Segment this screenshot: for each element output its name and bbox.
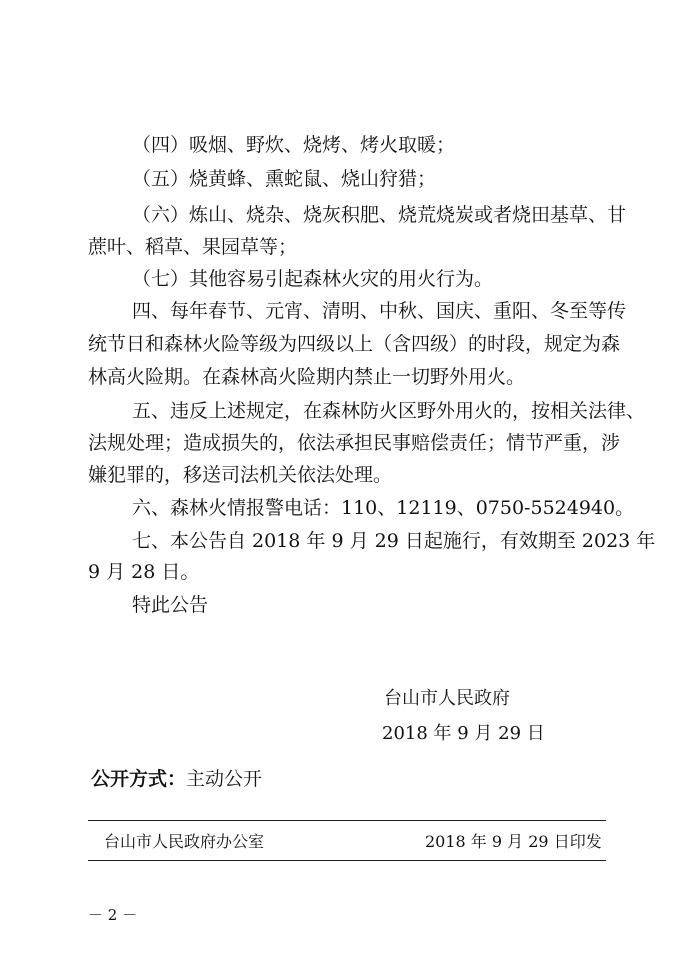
paragraph-four-line-3: 林高火险期。在森林高火险期内禁止一切野外用火。 [88,366,526,388]
paragraph-five-line-3: 嫌犯罪的，移送司法机关依法处理。 [88,464,393,486]
page-number: － 2 － [88,906,138,924]
closing-remark: 特此公告 [132,594,209,616]
disclosure-line [91,768,262,790]
paragraph-six-hotline: 六、森林火情报警电话：110、12119、0750-5524940。 [132,497,635,519]
footer-issuer: 台山市人民政府办公室 [104,832,265,851]
paragraph-item-6-line-2: 蔗叶、稻草、果园草等； [88,236,298,258]
paragraph-four-line-2: 统节日和森林火险等级为四级以上（含四级）的时段，规定为森 [88,333,621,355]
paragraph-seven-line-1: 七、本公告自 2018 年 9 月 29 日起施行，有效期至 2023 年 [132,530,656,552]
paragraph-item-6-line-1: （六）炼山、烧杂、烧灰积肥、烧荒烧炭或者烧田基草、甘 [132,204,627,226]
footer-print-date: 2018 年 9 月 29 日印发 [425,832,602,851]
paragraph-seven-line-2: 9 月 28 日。 [88,561,200,583]
paragraph-five-line-2: 法规处理；造成损失的，依法承担民事赔偿责任；情节严重，涉 [88,432,621,454]
footer-bottom-rule [88,860,606,861]
paragraph-item-4: （四）吸烟、野炊、烧烤、烤火取暖； [132,134,456,156]
footer-top-rule [88,820,606,821]
disclosure-value: 主动公开 [186,768,263,790]
disclosure-label: 公开方式： [91,768,187,790]
paragraph-four-line-1: 四、每年春节、元宵、清明、中秋、国庆、重阳、冬至等传 [132,300,627,322]
signature-date: 2018 年 9 月 29 日 [382,723,545,744]
paragraph-item-7: （七）其他容易引起森林火灾的用火行为。 [132,268,494,290]
paragraph-five-line-1: 五、违反上述规定，在森林防火区野外用火的，按相关法律、 [132,400,646,422]
signature-organization: 台山市人民政府 [384,688,510,709]
paragraph-item-5: （五）烧黄蜂、熏蛇鼠、烧山狩猎； [132,168,437,190]
